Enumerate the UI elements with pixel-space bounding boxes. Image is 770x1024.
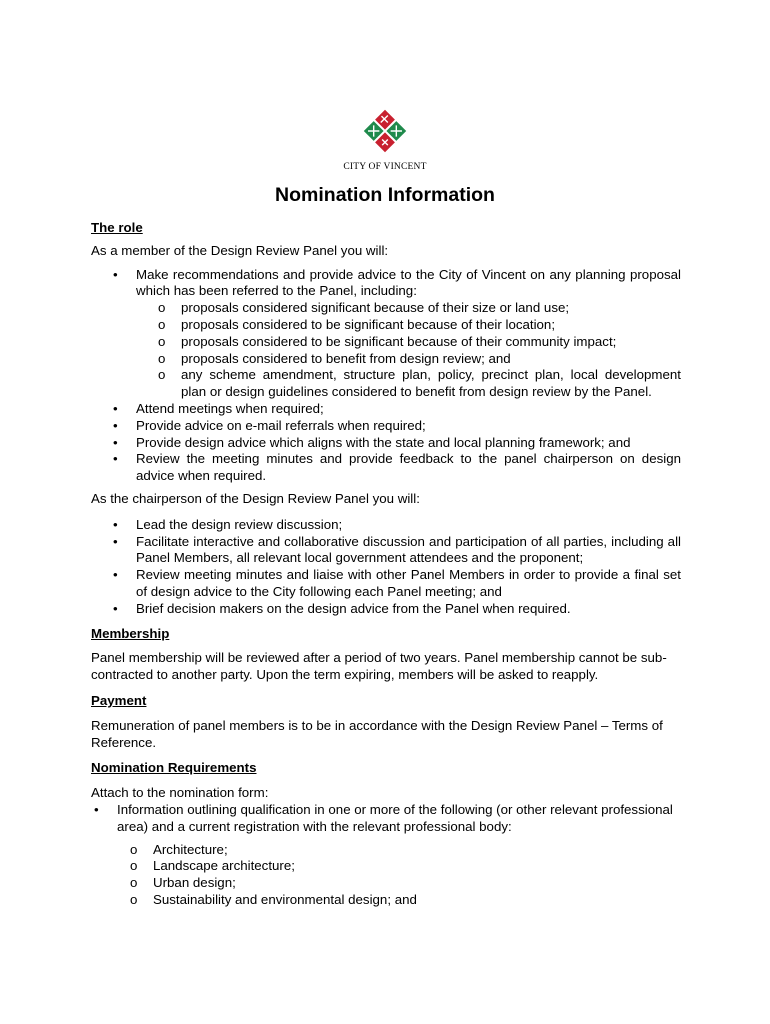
chair-intro: As the chairperson of the Design Review Panel you will: [91, 490, 420, 506]
payment-text: Remuneration of panel members is to be in accordance with the Design Review Panel – Terms of Reference. [91, 717, 663, 750]
bullet-icon: • [94, 801, 99, 817]
chair-list [91, 517, 681, 618]
circle-bullet-icon: o [158, 300, 166, 316]
section-heading-role: The role [91, 220, 143, 235]
page-title: Nomination Information [275, 184, 495, 206]
member-sublist [136, 300, 681, 401]
sublist-item [136, 351, 681, 368]
list-item-text: Review the meeting minutes and provide feedback to the panel chairperson on design advice when required. [136, 451, 681, 484]
bullet-icon: • [113, 451, 118, 467]
membership-text: Panel membership will be reviewed after a period of two years. Panel membership cannot be sub-contracted to another party. Upon the term expiring, members will be asked to reapply. [91, 650, 667, 683]
circle-bullet-icon: o [130, 841, 138, 857]
document-body [91, 220, 681, 909]
sublist-item-text: proposals considered significant because of their size or land use; [181, 300, 570, 316]
list-item-text: Attend meetings when required; [136, 400, 324, 416]
sublist-item [136, 367, 681, 401]
bullet-icon: • [113, 266, 118, 282]
bullet-icon: • [113, 434, 118, 450]
circle-bullet-icon: o [158, 316, 166, 332]
list-item [91, 418, 681, 435]
bullet-icon: • [113, 400, 118, 416]
sublist-item-text: Architecture; [153, 841, 228, 857]
list-item [91, 601, 681, 618]
list-item [91, 802, 681, 836]
circle-bullet-icon: o [130, 858, 138, 874]
list-item [91, 435, 681, 452]
sublist-item-text: any scheme amendment, structure plan, policy, precinct plan, local development plan or design guidelines considered to benefit from design review by the Panel. [181, 367, 681, 400]
circle-bullet-icon: o [158, 367, 166, 383]
sublist-item-text: proposals considered to be significant because of their location; [181, 316, 556, 332]
city-of-vincent-logo-icon [360, 104, 410, 158]
sublist-item [136, 317, 681, 334]
bullet-icon: • [113, 417, 118, 433]
sublist-item-text: proposals considered to be significant because of their community impact; [181, 333, 617, 349]
section-heading-membership: Membership [91, 625, 170, 641]
circle-bullet-icon: o [130, 891, 138, 907]
list-item [91, 517, 681, 534]
sublist-item [91, 875, 681, 892]
circle-bullet-icon: o [158, 350, 166, 366]
logo-text: CITY OF VINCENT [343, 162, 427, 172]
list-item-text: Lead the design review discussion; [136, 516, 343, 532]
circle-bullet-icon: o [130, 875, 138, 891]
requirements-sublist [91, 842, 681, 909]
bullet-icon: • [113, 567, 118, 583]
requirements-list [91, 802, 681, 836]
list-item [91, 567, 681, 601]
sublist-item [91, 858, 681, 875]
list-item-text: Provide advice on e-mail referrals when required; [136, 417, 426, 433]
list-item-text: Brief decision makers on the design advice from the Panel when required. [136, 600, 571, 616]
sublist-item-text: Landscape architecture; [153, 858, 295, 874]
sublist-item-text: Urban design; [153, 875, 236, 891]
list-item-text: Facilitate interactive and collaborative discussion and participation of all parties, including all Panel Members, all relevant local government attendees and the proponent; [136, 533, 681, 566]
list-item-text: Information outlining qualification in one or more of the following (or other relevant professional area) and a current registration with the relevant professional body: [117, 801, 673, 834]
member-list [91, 267, 681, 485]
list-item [91, 267, 681, 401]
sublist-item-text: Sustainability and environmental design; and [153, 891, 417, 907]
circle-bullet-icon: o [158, 333, 166, 349]
bullet-icon: • [113, 533, 118, 549]
list-item [91, 451, 681, 485]
member-intro: As a member of the Design Review Panel you will: [91, 242, 389, 258]
list-item-text: Review meeting minutes and liaise with other Panel Members in order to provide a final set of design advice to the City following each Panel meeting; and [136, 567, 681, 599]
section-heading-requirements: Nomination Requirements [91, 760, 257, 776]
list-item-text: Provide design advice which aligns with the state and local planning framework; and [136, 434, 631, 450]
list-item [91, 401, 681, 418]
sublist-item [91, 892, 681, 909]
sublist-item [136, 300, 681, 317]
requirements-intro: Attach to the nomination form: [91, 785, 269, 801]
bullet-icon: • [113, 516, 118, 532]
bullet-icon: • [113, 600, 118, 616]
section-heading-payment: Payment [91, 692, 147, 708]
list-item-text: Make recommendations and provide advice to the City of Vincent on any planning proposal which has been referred to the Panel, including: [136, 266, 681, 299]
list-item [91, 534, 681, 568]
sublist-item-text: proposals considered to benefit from design review; and [181, 350, 511, 366]
sublist-item [136, 334, 681, 351]
sublist-item [91, 842, 681, 859]
